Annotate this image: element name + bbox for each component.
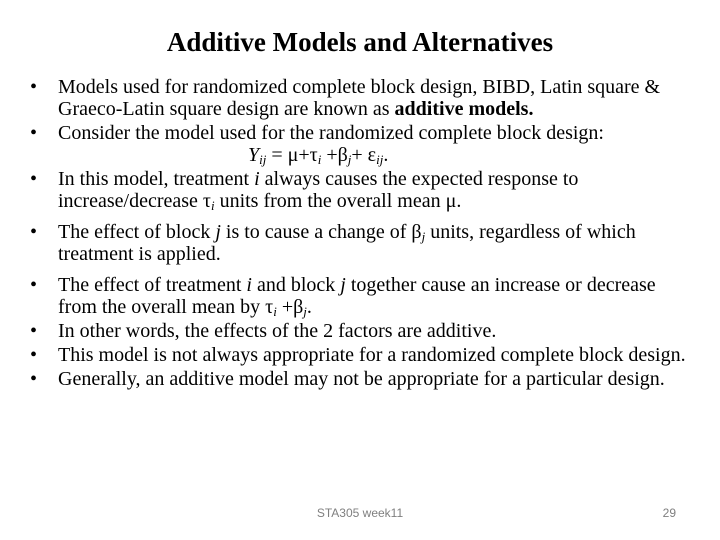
footer-course: STA305 week11 xyxy=(316,506,404,520)
bullet-combined-effect: • The effect of treatment i and block j together cause an increase or decrease from the overall mean by $\tau_i +\beta_j$. xyxy=(30,274,656,319)
model-equation: $Y_{ij} = \mu+\tau_i +\beta_j+ \varepsilon_{ij}$. xyxy=(248,144,389,167)
slide-title: Additive Models and Alternatives xyxy=(166,27,554,57)
bullet-icon: • xyxy=(30,122,38,144)
bullet-additive-factors xyxy=(30,320,690,342)
bullet-icon: • xyxy=(30,320,38,342)
bullet-rcbd-model xyxy=(30,122,690,166)
bullet-bold-text: additive models. xyxy=(394,98,534,120)
bullet-icon: • xyxy=(30,368,38,390)
bullet-block-effect: • The effect of block j is to cause a change of $\beta_j$ units, regardless of which treatment is applied. xyxy=(30,221,636,265)
bullet-treatment-effect: • In this model, treatment i always causes the expected response to increase/decrease $\tau_i$ units from the overall mean μ. xyxy=(30,168,579,213)
bullet-not-appropriate xyxy=(30,344,690,366)
bullet-icon: • xyxy=(30,274,38,296)
bullet-text: This model is not always appropriate for a randomized complete block design. xyxy=(58,344,686,366)
bullet-additive-models xyxy=(30,76,690,120)
bullet-generally xyxy=(30,368,690,390)
bullet-icon: • xyxy=(30,168,38,190)
bullet-icon: • xyxy=(30,76,38,98)
bullet-icon: • xyxy=(30,221,38,243)
bullet-list xyxy=(30,76,690,390)
bullet-text: Models used for randomized complete block design, BIBD, Latin square & Graeco-Latin square design are known as xyxy=(58,76,661,120)
bullet-icon: • xyxy=(30,344,38,366)
bullet-text: Consider the model used for the randomized complete block design: xyxy=(58,122,604,144)
page-number: 29 xyxy=(662,506,676,520)
bullet-text: In other words, the effects of the 2 factors are additive. xyxy=(58,320,497,342)
bullet-text: Generally, an additive model may not be appropriate for a particular design. xyxy=(58,368,665,390)
